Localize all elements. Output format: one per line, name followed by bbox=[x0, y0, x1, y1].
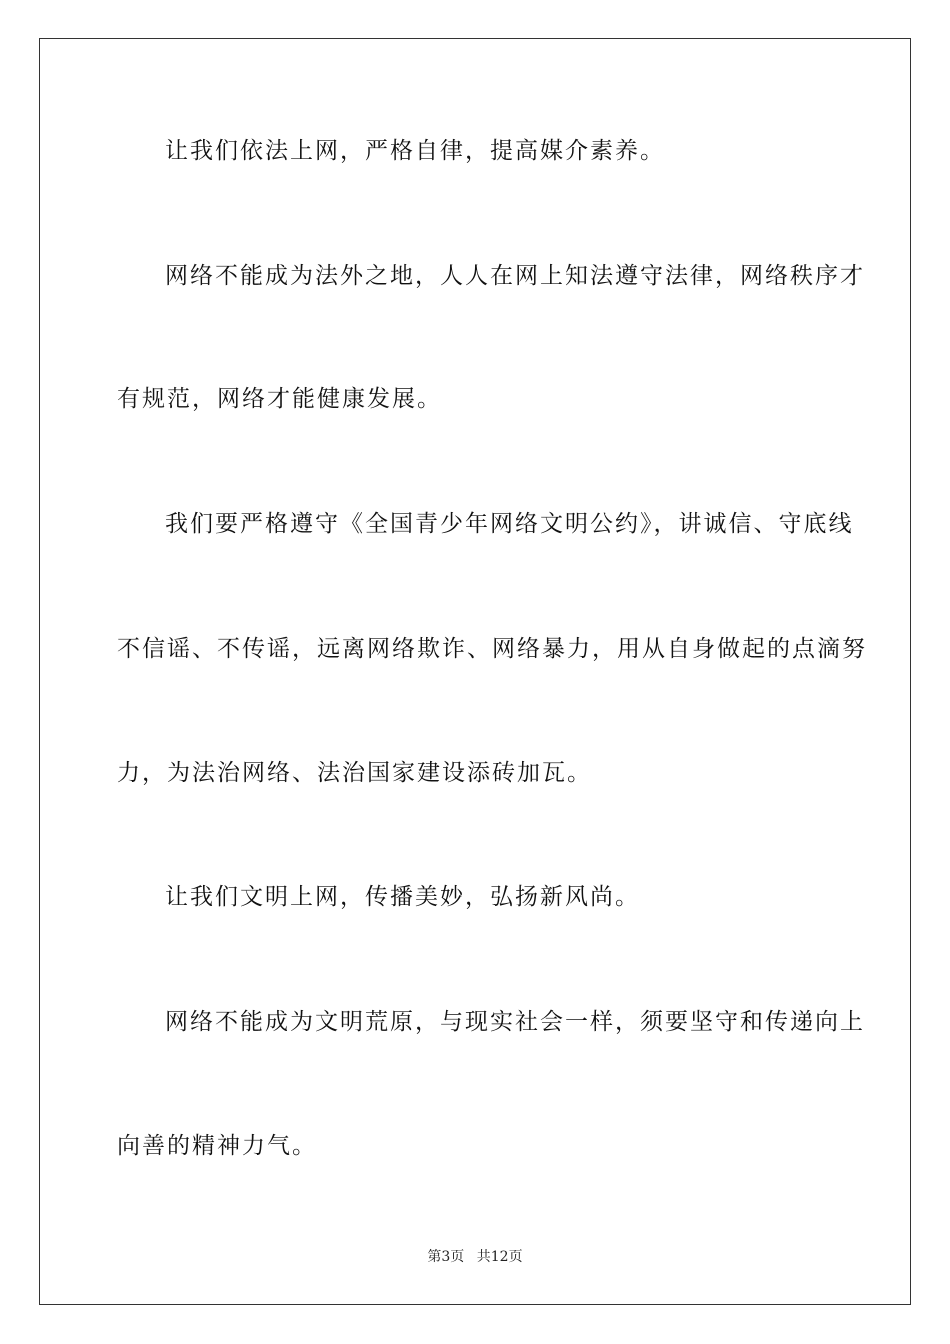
paragraph-line: 有规范，网络才能健康发展。 bbox=[117, 386, 442, 412]
paragraph-line: 让我们文明上网，传播美妙，弘扬新风尚。 bbox=[165, 884, 640, 910]
page-border bbox=[39, 38, 911, 1305]
paragraph-line: 网络不能成为法外之地，人人在网上知法遵守法律，网络秩序才 bbox=[165, 263, 865, 289]
paragraph-line: 不信谣、不传谣，远离网络欺诈、网络暴力，用从自身做起的点滴努 bbox=[117, 636, 867, 662]
paragraph-line: 网络不能成为文明荒原，与现实社会一样，须要坚守和传递向上 bbox=[165, 1009, 865, 1035]
paragraph-line: 我们要严格遵守《全国青少年网络文明公约》，讲诚信、守底线 bbox=[165, 511, 854, 537]
paragraph-line: 向善的精神力气。 bbox=[117, 1133, 317, 1159]
paragraph-line: 让我们依法上网，严格自律，提高媒介素养。 bbox=[165, 138, 665, 164]
paragraph-line: 力，为法治网络、法治国家建设添砖加瓦。 bbox=[117, 760, 592, 786]
page-number: 第3页 bbox=[427, 1249, 465, 1265]
page-total: 共12页 bbox=[476, 1249, 523, 1265]
page-footer bbox=[0, 1248, 950, 1266]
